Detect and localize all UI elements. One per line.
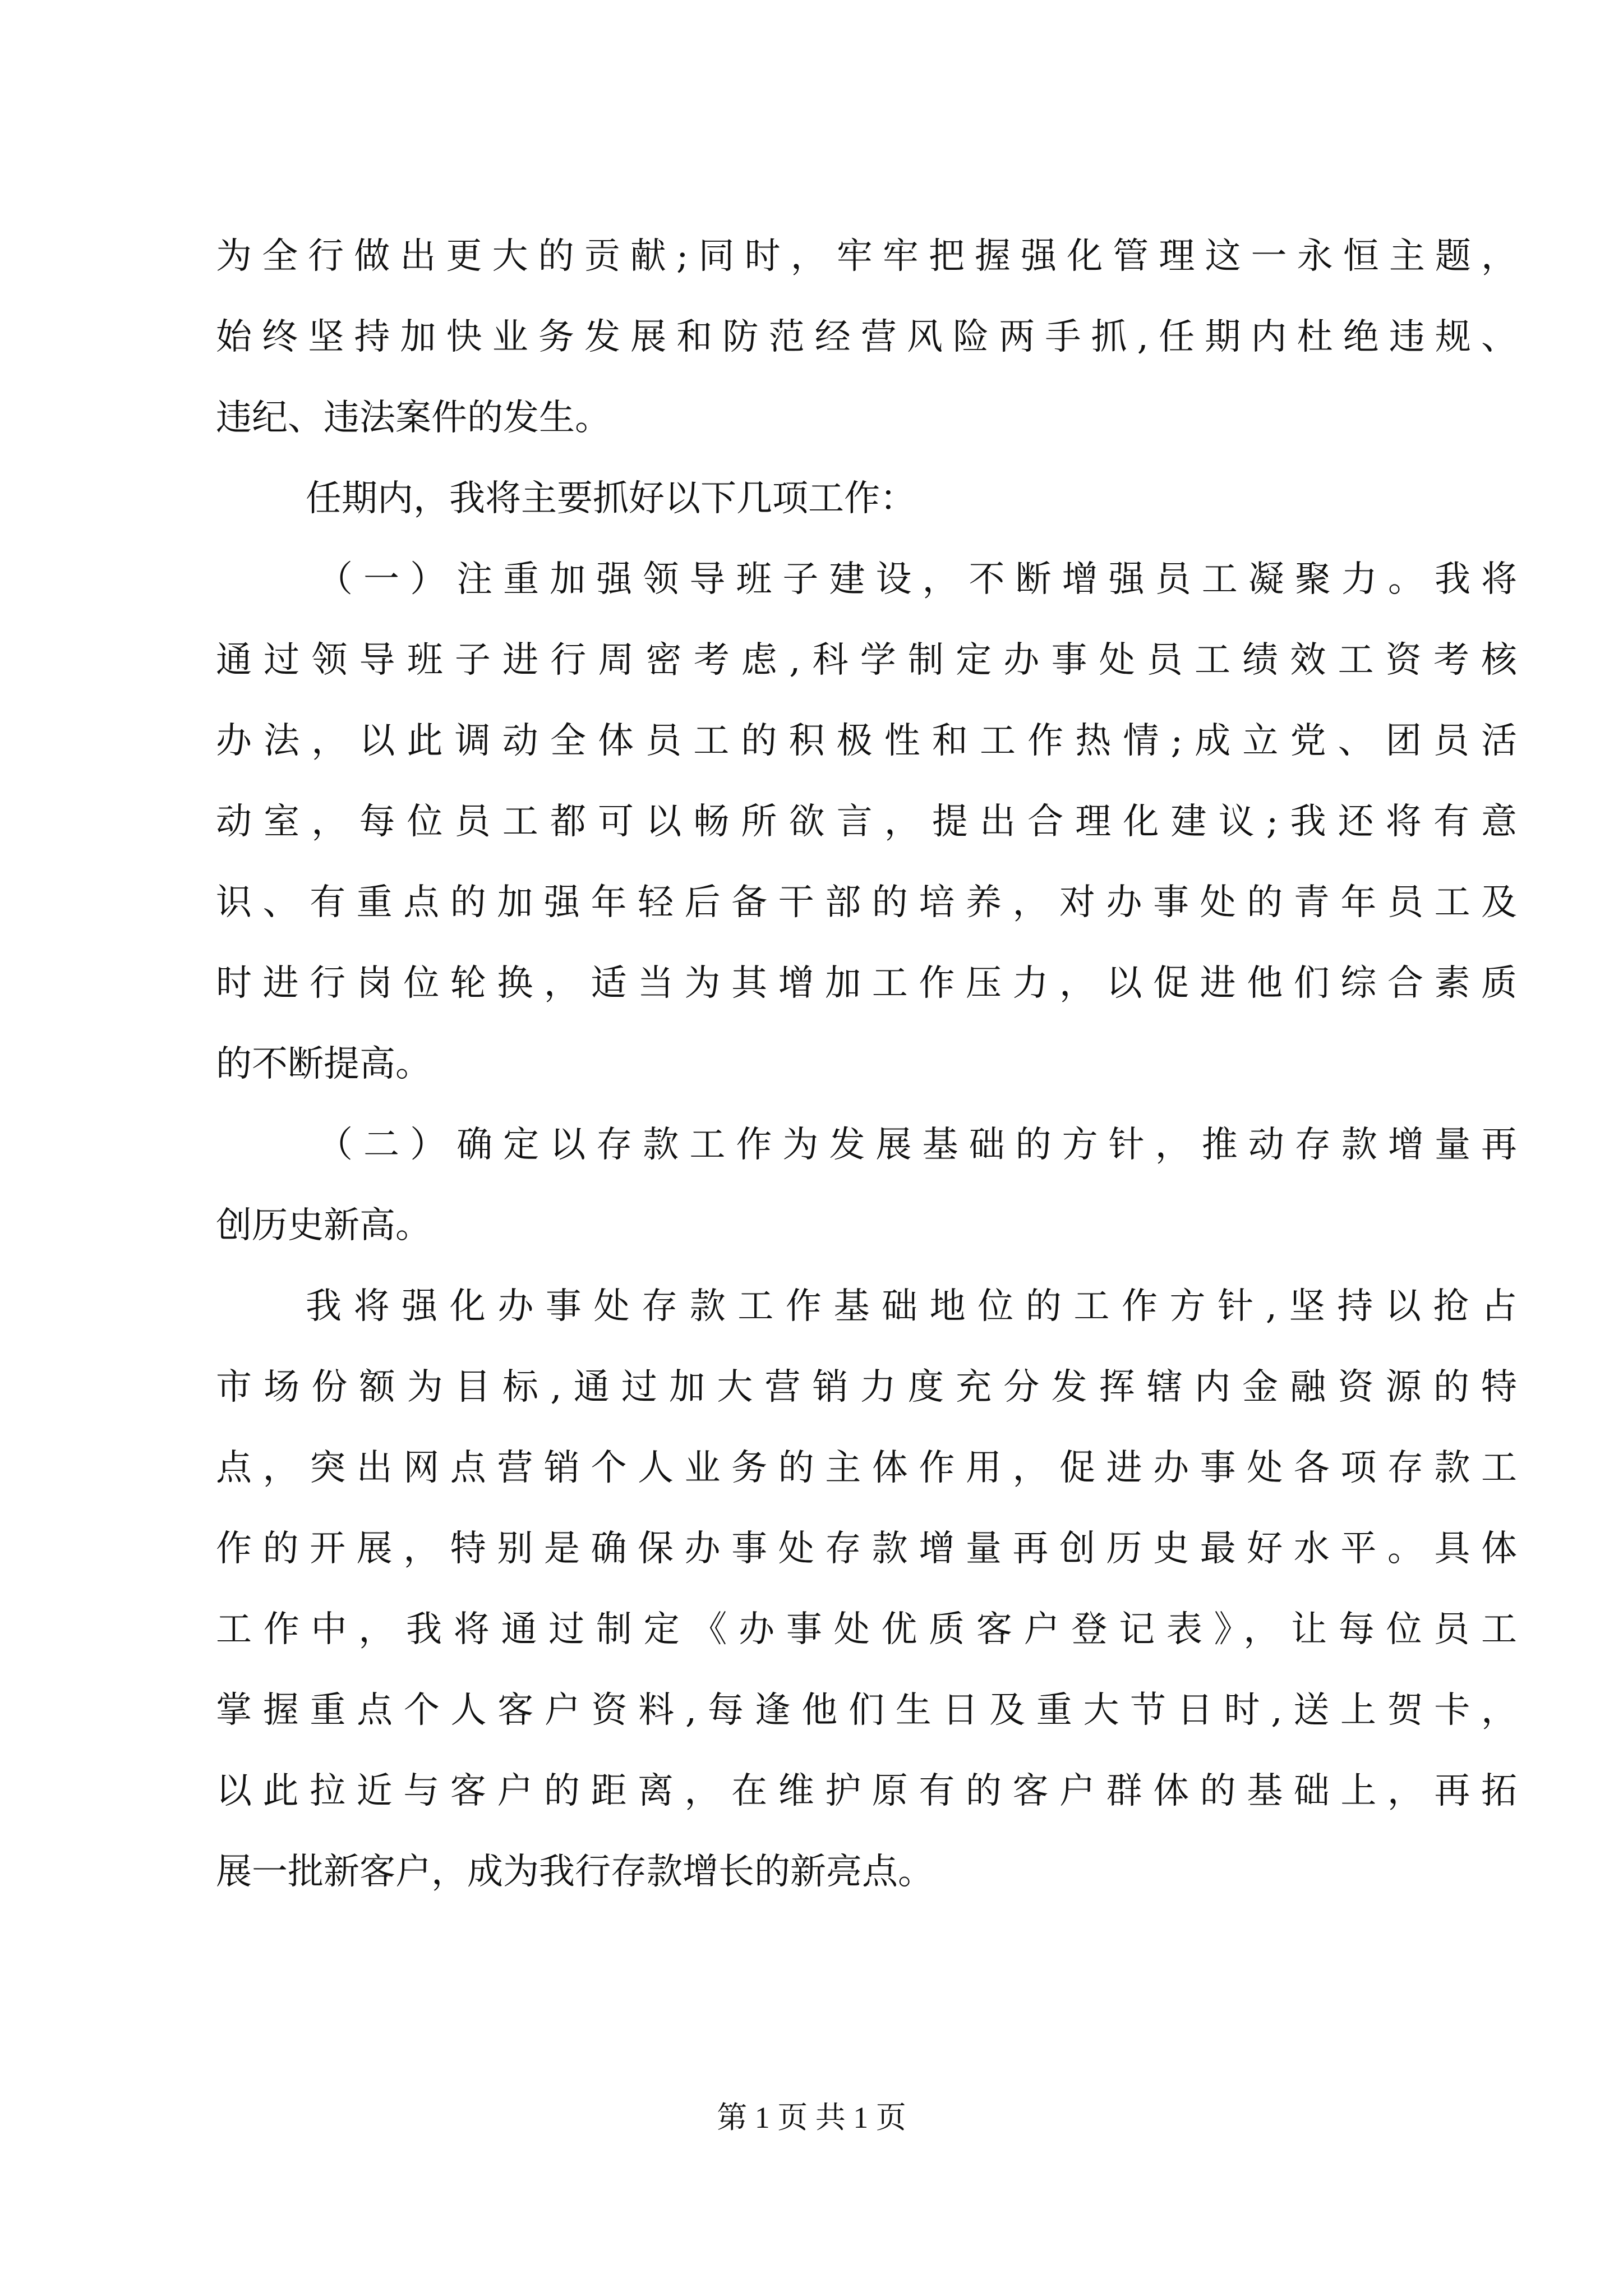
section-heading-1: （一）注重加强领导班子建设，不断增强员工凝聚力。我将	[317, 559, 1517, 600]
text-line: 点，突出网点营销个人业务的主体作用，促进办事处各项存款工	[216, 1447, 1517, 1489]
text-line: 识、有重点的加强年轻后备干部的培养，对办事处的青年员工及	[216, 882, 1517, 923]
section-heading-2: （二）确定以存款工作为发展基础的方针，推动存款增量再	[317, 1124, 1517, 1166]
text-line: 我将强化办事处存款工作基础地位的工作方针,坚持以抢占	[306, 1286, 1517, 1327]
text-line: 作的开展，特别是确保办事处存款增量再创历史最好水平。具体	[216, 1528, 1517, 1570]
text-line: 市场份额为目标,通过加大营销力度充分发挥辖内金融资源的特	[216, 1366, 1517, 1408]
text-line: 通过领导班子进行周密考虑,科学制定办事处员工绩效工资考核	[216, 639, 1517, 681]
text-line: 动室，每位员工都可以畅所欲言，提出合理化建议;我还将有意	[216, 801, 1517, 843]
text-line: 时进行岗位轮换，适当为其增加工作压力，以促进他们综合素质	[216, 963, 1517, 1004]
text-line: 掌握重点个人客户资料,每逢他们生日及重大节日时,送上贺卡，	[216, 1690, 1517, 1731]
text-line: 办法，以此调动全体员工的积极性和工作热情;成立党、团员活	[216, 720, 1517, 762]
text-line: 违纪、违法案件的发生。	[216, 397, 611, 439]
text-line: 始终坚持加快业务发展和防范经营风险两手抓,任期内杜绝违规、	[216, 316, 1517, 358]
text-line: 展一批新客户，成为我行存款增长的新亮点。	[216, 1851, 934, 1893]
text-line: 工作中，我将通过制定《办事处优质客户登记表》，让每位员工	[216, 1609, 1517, 1650]
text-line: 创历史新高。	[216, 1205, 431, 1246]
text-line: 为全行做出更大的贡献;同时，牢牢把握强化管理这一永恒主题，	[216, 236, 1517, 277]
page-footer: 第 1 页 共 1 页	[717, 2101, 906, 2134]
body-text	[216, 216, 1517, 1912]
text-line: 的不断提高。	[216, 1043, 431, 1085]
text-line: 以此拉近与客户的距离，在维护原有的客户群体的基础上，再拓	[216, 1770, 1517, 1812]
paragraph-heading: 任期内，我将主要抓好以下几项工作：	[306, 478, 916, 519]
